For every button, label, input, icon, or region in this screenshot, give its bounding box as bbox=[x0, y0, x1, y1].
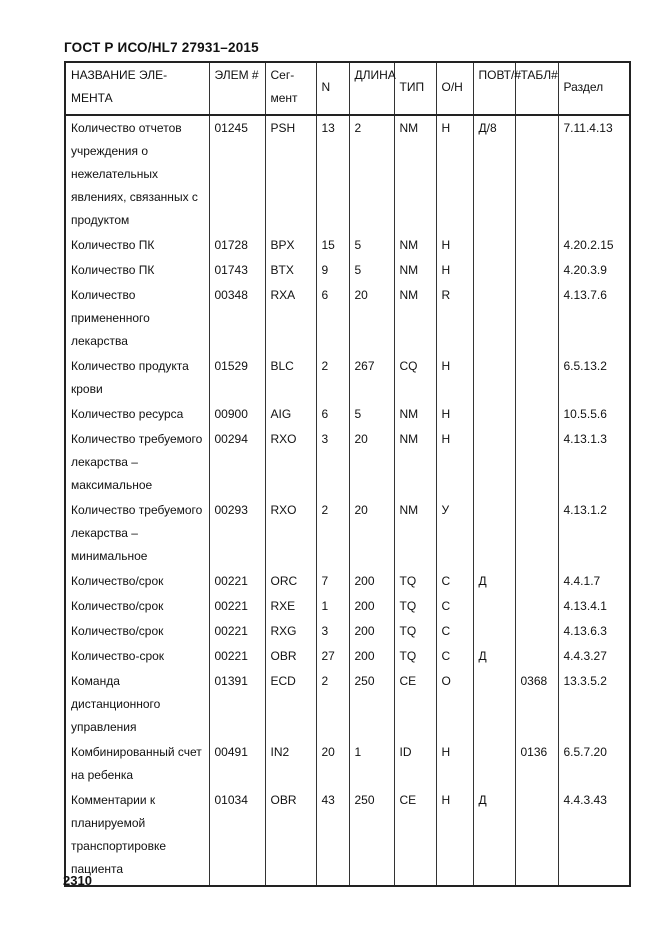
cell-n: 2 bbox=[316, 498, 349, 569]
cell-elem: 01728 bbox=[209, 233, 265, 258]
cell-type: NM bbox=[394, 427, 436, 498]
cell-length: 5 bbox=[349, 258, 394, 283]
cell-opt: Н bbox=[436, 788, 473, 886]
cell-n: 2 bbox=[316, 354, 349, 402]
table-row bbox=[65, 788, 630, 886]
table-row bbox=[65, 619, 630, 644]
cell-type: CE bbox=[394, 669, 436, 740]
cell-section: 7.11.4.13 bbox=[558, 115, 630, 233]
cell-rep bbox=[473, 233, 515, 258]
cell-elem: 01529 bbox=[209, 354, 265, 402]
cell-name: Количество ресурса bbox=[65, 402, 209, 427]
cell-elem: 00293 bbox=[209, 498, 265, 569]
cell-length: 5 bbox=[349, 233, 394, 258]
cell-segment: BLC bbox=[265, 354, 316, 402]
cell-n: 43 bbox=[316, 788, 349, 886]
cell-name: Количество/срок bbox=[65, 619, 209, 644]
cell-elem: 00348 bbox=[209, 283, 265, 354]
table-row bbox=[65, 569, 630, 594]
cell-length: 267 bbox=[349, 354, 394, 402]
cell-type: NM bbox=[394, 498, 436, 569]
cell-n: 3 bbox=[316, 427, 349, 498]
cell-rep bbox=[473, 669, 515, 740]
cell-length: 200 bbox=[349, 569, 394, 594]
cell-name: Количество требуемого лекарства – максимальное bbox=[65, 427, 209, 498]
cell-segment: AIG bbox=[265, 402, 316, 427]
cell-elem: 01245 bbox=[209, 115, 265, 233]
cell-tbl bbox=[515, 569, 558, 594]
cell-rep: Д bbox=[473, 569, 515, 594]
cell-type: NM bbox=[394, 402, 436, 427]
cell-length: 200 bbox=[349, 619, 394, 644]
cell-opt: Н bbox=[436, 402, 473, 427]
cell-tbl: 0368 bbox=[515, 669, 558, 740]
cell-tbl bbox=[515, 427, 558, 498]
table-row bbox=[65, 740, 630, 788]
cell-opt: Н bbox=[436, 258, 473, 283]
cell-n: 13 bbox=[316, 115, 349, 233]
cell-tbl bbox=[515, 354, 558, 402]
cell-rep bbox=[473, 498, 515, 569]
cell-section: 10.5.5.6 bbox=[558, 402, 630, 427]
cell-tbl bbox=[515, 788, 558, 886]
cell-type: TQ bbox=[394, 619, 436, 644]
cell-n: 15 bbox=[316, 233, 349, 258]
cell-rep: Д/8 bbox=[473, 115, 515, 233]
cell-section: 4.4.3.43 bbox=[558, 788, 630, 886]
page-number: 2310 bbox=[63, 873, 92, 888]
col-header-length: ДЛИНА bbox=[349, 62, 394, 115]
cell-type: ID bbox=[394, 740, 436, 788]
cell-name: Количество/срок bbox=[65, 569, 209, 594]
cell-name: Количество примененного лекарства bbox=[65, 283, 209, 354]
cell-length: 20 bbox=[349, 498, 394, 569]
cell-segment: PSH bbox=[265, 115, 316, 233]
cell-section: 4.13.6.3 bbox=[558, 619, 630, 644]
cell-length: 20 bbox=[349, 427, 394, 498]
cell-rep bbox=[473, 619, 515, 644]
cell-elem: 00900 bbox=[209, 402, 265, 427]
cell-rep bbox=[473, 258, 515, 283]
cell-name: Количество требуемого лекарства – минимальное bbox=[65, 498, 209, 569]
cell-opt: R bbox=[436, 283, 473, 354]
cell-segment: OBR bbox=[265, 644, 316, 669]
col-header-n: N bbox=[316, 62, 349, 115]
cell-section: 4.13.1.2 bbox=[558, 498, 630, 569]
cell-type: NM bbox=[394, 283, 436, 354]
cell-name: Количество ПК bbox=[65, 233, 209, 258]
cell-type: TQ bbox=[394, 644, 436, 669]
cell-section: 4.20.2.15 bbox=[558, 233, 630, 258]
cell-tbl bbox=[515, 115, 558, 233]
col-header-name: НАЗВАНИЕ ЭЛЕ-МЕНТА bbox=[65, 62, 209, 115]
cell-rep bbox=[473, 740, 515, 788]
cell-n: 1 bbox=[316, 594, 349, 619]
cell-length: 200 bbox=[349, 594, 394, 619]
cell-segment: OBR bbox=[265, 788, 316, 886]
cell-elem: 01743 bbox=[209, 258, 265, 283]
cell-section: 4.4.3.27 bbox=[558, 644, 630, 669]
cell-elem: 00221 bbox=[209, 619, 265, 644]
cell-opt: О bbox=[436, 669, 473, 740]
cell-n: 9 bbox=[316, 258, 349, 283]
cell-tbl bbox=[515, 644, 558, 669]
cell-elem: 00221 bbox=[209, 644, 265, 669]
cell-length: 200 bbox=[349, 644, 394, 669]
col-header-elem: ЭЛЕМ # bbox=[209, 62, 265, 115]
cell-section: 4.20.3.9 bbox=[558, 258, 630, 283]
cell-length: 1 bbox=[349, 740, 394, 788]
cell-section: 4.13.7.6 bbox=[558, 283, 630, 354]
cell-length: 5 bbox=[349, 402, 394, 427]
cell-elem: 01034 bbox=[209, 788, 265, 886]
cell-name: Количество-срок bbox=[65, 644, 209, 669]
cell-opt: С bbox=[436, 619, 473, 644]
cell-name: Количество продукта крови bbox=[65, 354, 209, 402]
cell-section: 4.13.4.1 bbox=[558, 594, 630, 619]
cell-length: 250 bbox=[349, 669, 394, 740]
col-header-segment: Сег-мент bbox=[265, 62, 316, 115]
cell-n: 27 bbox=[316, 644, 349, 669]
cell-rep bbox=[473, 402, 515, 427]
cell-opt: С bbox=[436, 644, 473, 669]
cell-opt: Н bbox=[436, 427, 473, 498]
cell-elem: 00221 bbox=[209, 569, 265, 594]
cell-name: Количество отчетов учреждения о нежелательных явлениях, связанных с продуктом bbox=[65, 115, 209, 233]
cell-n: 6 bbox=[316, 283, 349, 354]
cell-name: Комментарии к планируемой транспортировке пациента bbox=[65, 788, 209, 886]
cell-segment: BPX bbox=[265, 233, 316, 258]
table-row bbox=[65, 498, 630, 569]
col-header-type: ТИП bbox=[394, 62, 436, 115]
col-header-rep: ПОВТ/# bbox=[473, 62, 515, 115]
cell-length: 20 bbox=[349, 283, 394, 354]
cell-n: 20 bbox=[316, 740, 349, 788]
cell-opt: С bbox=[436, 594, 473, 619]
cell-length: 2 bbox=[349, 115, 394, 233]
table-row bbox=[65, 669, 630, 740]
cell-tbl bbox=[515, 233, 558, 258]
cell-opt: У bbox=[436, 498, 473, 569]
cell-section: 6.5.13.2 bbox=[558, 354, 630, 402]
table-row bbox=[65, 115, 630, 233]
cell-type: TQ bbox=[394, 594, 436, 619]
cell-type: NM bbox=[394, 233, 436, 258]
cell-rep bbox=[473, 594, 515, 619]
table-header-row bbox=[65, 62, 630, 115]
cell-opt: С bbox=[436, 569, 473, 594]
cell-elem: 00491 bbox=[209, 740, 265, 788]
cell-tbl bbox=[515, 283, 558, 354]
cell-opt: Н bbox=[436, 354, 473, 402]
table-row bbox=[65, 402, 630, 427]
cell-type: NM bbox=[394, 115, 436, 233]
cell-rep bbox=[473, 427, 515, 498]
cell-segment: BTX bbox=[265, 258, 316, 283]
cell-tbl bbox=[515, 402, 558, 427]
cell-section: 13.3.5.2 bbox=[558, 669, 630, 740]
cell-segment: ECD bbox=[265, 669, 316, 740]
cell-length: 250 bbox=[349, 788, 394, 886]
cell-n: 7 bbox=[316, 569, 349, 594]
cell-section: 6.5.7.20 bbox=[558, 740, 630, 788]
cell-type: CE bbox=[394, 788, 436, 886]
cell-name: Команда дистанционного управления bbox=[65, 669, 209, 740]
cell-elem: 01391 bbox=[209, 669, 265, 740]
col-header-tbl: ТАБЛ# bbox=[515, 62, 558, 115]
cell-segment: RXO bbox=[265, 427, 316, 498]
cell-opt: Н bbox=[436, 115, 473, 233]
cell-tbl bbox=[515, 258, 558, 283]
cell-tbl bbox=[515, 498, 558, 569]
table-row bbox=[65, 283, 630, 354]
data-elements-table bbox=[64, 61, 631, 887]
document-title: ГОСТ Р ИСО/HL7 27931–2015 bbox=[64, 40, 259, 55]
cell-name: Количество/срок bbox=[65, 594, 209, 619]
cell-tbl bbox=[515, 594, 558, 619]
cell-n: 6 bbox=[316, 402, 349, 427]
col-header-section: Раздел bbox=[558, 62, 630, 115]
cell-rep bbox=[473, 283, 515, 354]
cell-tbl bbox=[515, 619, 558, 644]
table-row bbox=[65, 233, 630, 258]
cell-n: 3 bbox=[316, 619, 349, 644]
table-row bbox=[65, 354, 630, 402]
table-row bbox=[65, 427, 630, 498]
cell-section: 4.13.1.3 bbox=[558, 427, 630, 498]
cell-type: CQ bbox=[394, 354, 436, 402]
table-row bbox=[65, 594, 630, 619]
cell-type: NM bbox=[394, 258, 436, 283]
cell-rep: Д bbox=[473, 788, 515, 886]
table-row bbox=[65, 258, 630, 283]
cell-type: TQ bbox=[394, 569, 436, 594]
cell-segment: RXE bbox=[265, 594, 316, 619]
cell-section: 4.4.1.7 bbox=[558, 569, 630, 594]
cell-segment: ORC bbox=[265, 569, 316, 594]
cell-opt: Н bbox=[436, 740, 473, 788]
cell-name: Комбинированный счет на ребенка bbox=[65, 740, 209, 788]
cell-rep: Д bbox=[473, 644, 515, 669]
cell-segment: IN2 bbox=[265, 740, 316, 788]
cell-elem: 00221 bbox=[209, 594, 265, 619]
col-header-opt: О/Н bbox=[436, 62, 473, 115]
cell-segment: RXA bbox=[265, 283, 316, 354]
cell-segment: RXO bbox=[265, 498, 316, 569]
cell-name: Количество ПК bbox=[65, 258, 209, 283]
cell-n: 2 bbox=[316, 669, 349, 740]
cell-segment: RXG bbox=[265, 619, 316, 644]
cell-tbl: 0136 bbox=[515, 740, 558, 788]
table-row bbox=[65, 644, 630, 669]
cell-elem: 00294 bbox=[209, 427, 265, 498]
cell-rep bbox=[473, 354, 515, 402]
cell-opt: Н bbox=[436, 233, 473, 258]
